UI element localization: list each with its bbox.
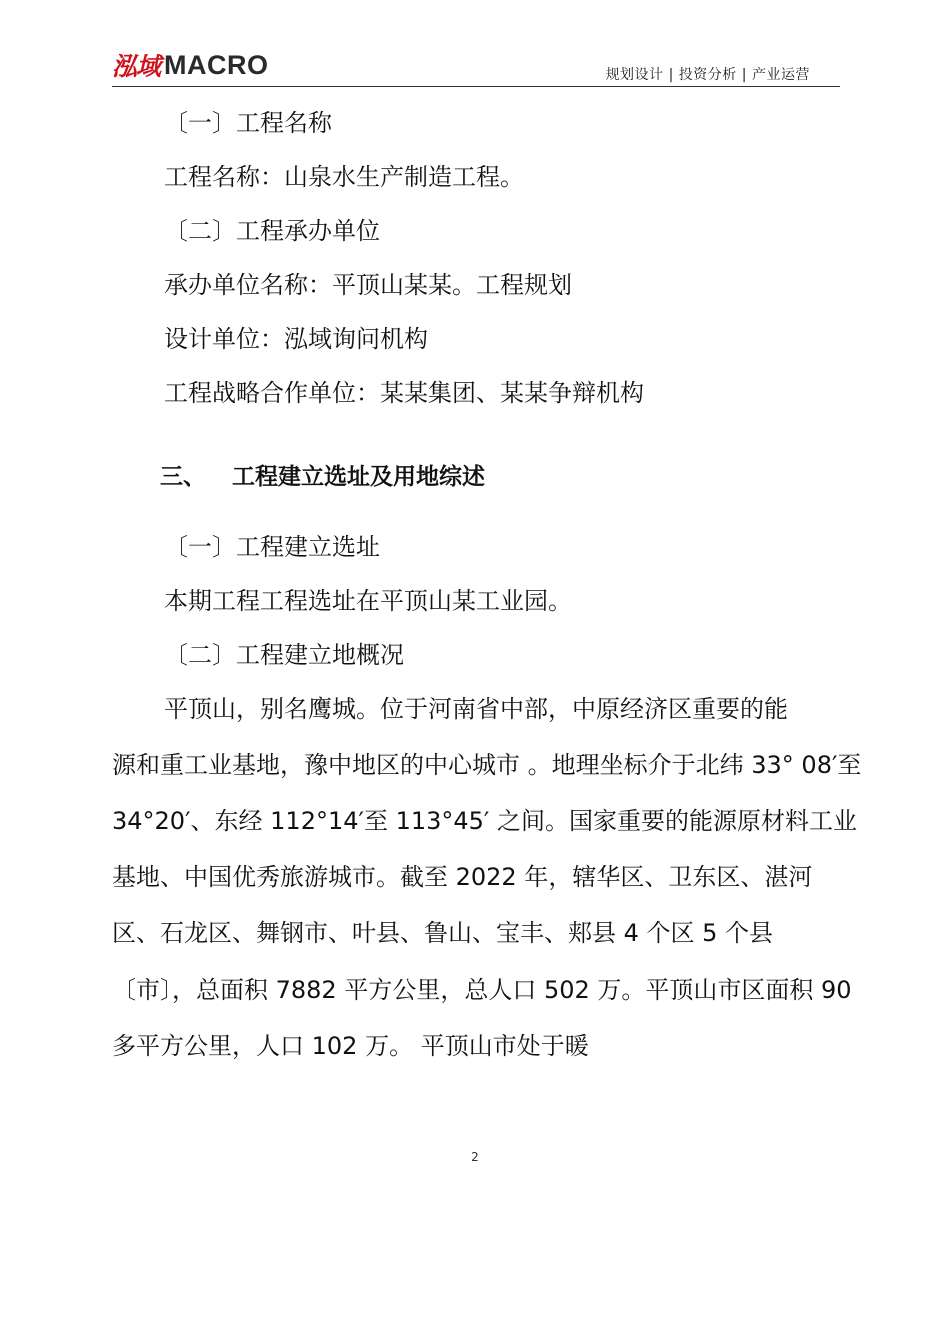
section-heading: [160, 462, 485, 492]
section-title: 工程建立选址及用地综述: [232, 464, 485, 490]
subsection-title: 〔一〕工程建立选址: [164, 533, 380, 561]
page-number: 2: [471, 1150, 479, 1164]
paragraph-line: 34°20′、东经 112°14′至 113°45′ 之间。国家重要的能源原材料工业: [112, 807, 858, 835]
header-tagline: [606, 64, 810, 84]
organizer-line: 承办单位名称：平顶山某某。工程规划: [164, 271, 572, 299]
subsection-title: 〔二〕工程承办单位: [164, 217, 380, 245]
site-line: 本期工程工程选址在平顶山某工业园。: [164, 587, 572, 615]
subsection-title: 〔一〕工程名称: [164, 109, 332, 137]
tagline-item: 投资分析: [678, 67, 737, 83]
paragraph-line: 平顶山，别名鹰城。位于河南省中部，中原经济区重要的能: [164, 695, 788, 723]
company-logo: [112, 50, 269, 80]
paragraph-line: 源和重工业基地，豫中地区的中心城市 。地理坐标介于北纬 33° 08′至: [112, 751, 862, 779]
project-name-line: 工程名称：山泉水生产制造工程。: [164, 163, 524, 191]
tagline-item: 规划设计: [605, 67, 664, 83]
paragraph-line: 〔市〕，总面积 7882 平方公里，总人口 502 万。平顶山市区面积 90: [112, 976, 852, 1004]
tagline-separator: |: [668, 67, 674, 83]
partners-line: 工程战略合作单位：某某集团、某某争辩机构: [164, 379, 644, 407]
tagline-item: 产业运营: [752, 67, 810, 83]
designer-line: 设计单位：泓域询问机构: [164, 325, 428, 353]
paragraph-line: 多平方公里，人口 102 万。 平顶山市处于暖: [112, 1032, 589, 1060]
paragraph-line: 基地、中国优秀旅游城市。截至 2022 年，辖华区、卫东区、湛河: [112, 863, 813, 891]
tagline-separator: |: [741, 67, 747, 83]
section-number: 三、: [160, 464, 206, 490]
subsection-title: 〔二〕工程建立地概况: [164, 641, 404, 669]
logo-text: MACRO: [164, 49, 269, 80]
paragraph-line: 区、石龙区、舞钢市、叶县、鲁山、宝丰、郏县 4 个区 5 个县: [112, 919, 774, 947]
logo-mark: 泓域: [112, 52, 161, 81]
page-header: [112, 48, 840, 87]
